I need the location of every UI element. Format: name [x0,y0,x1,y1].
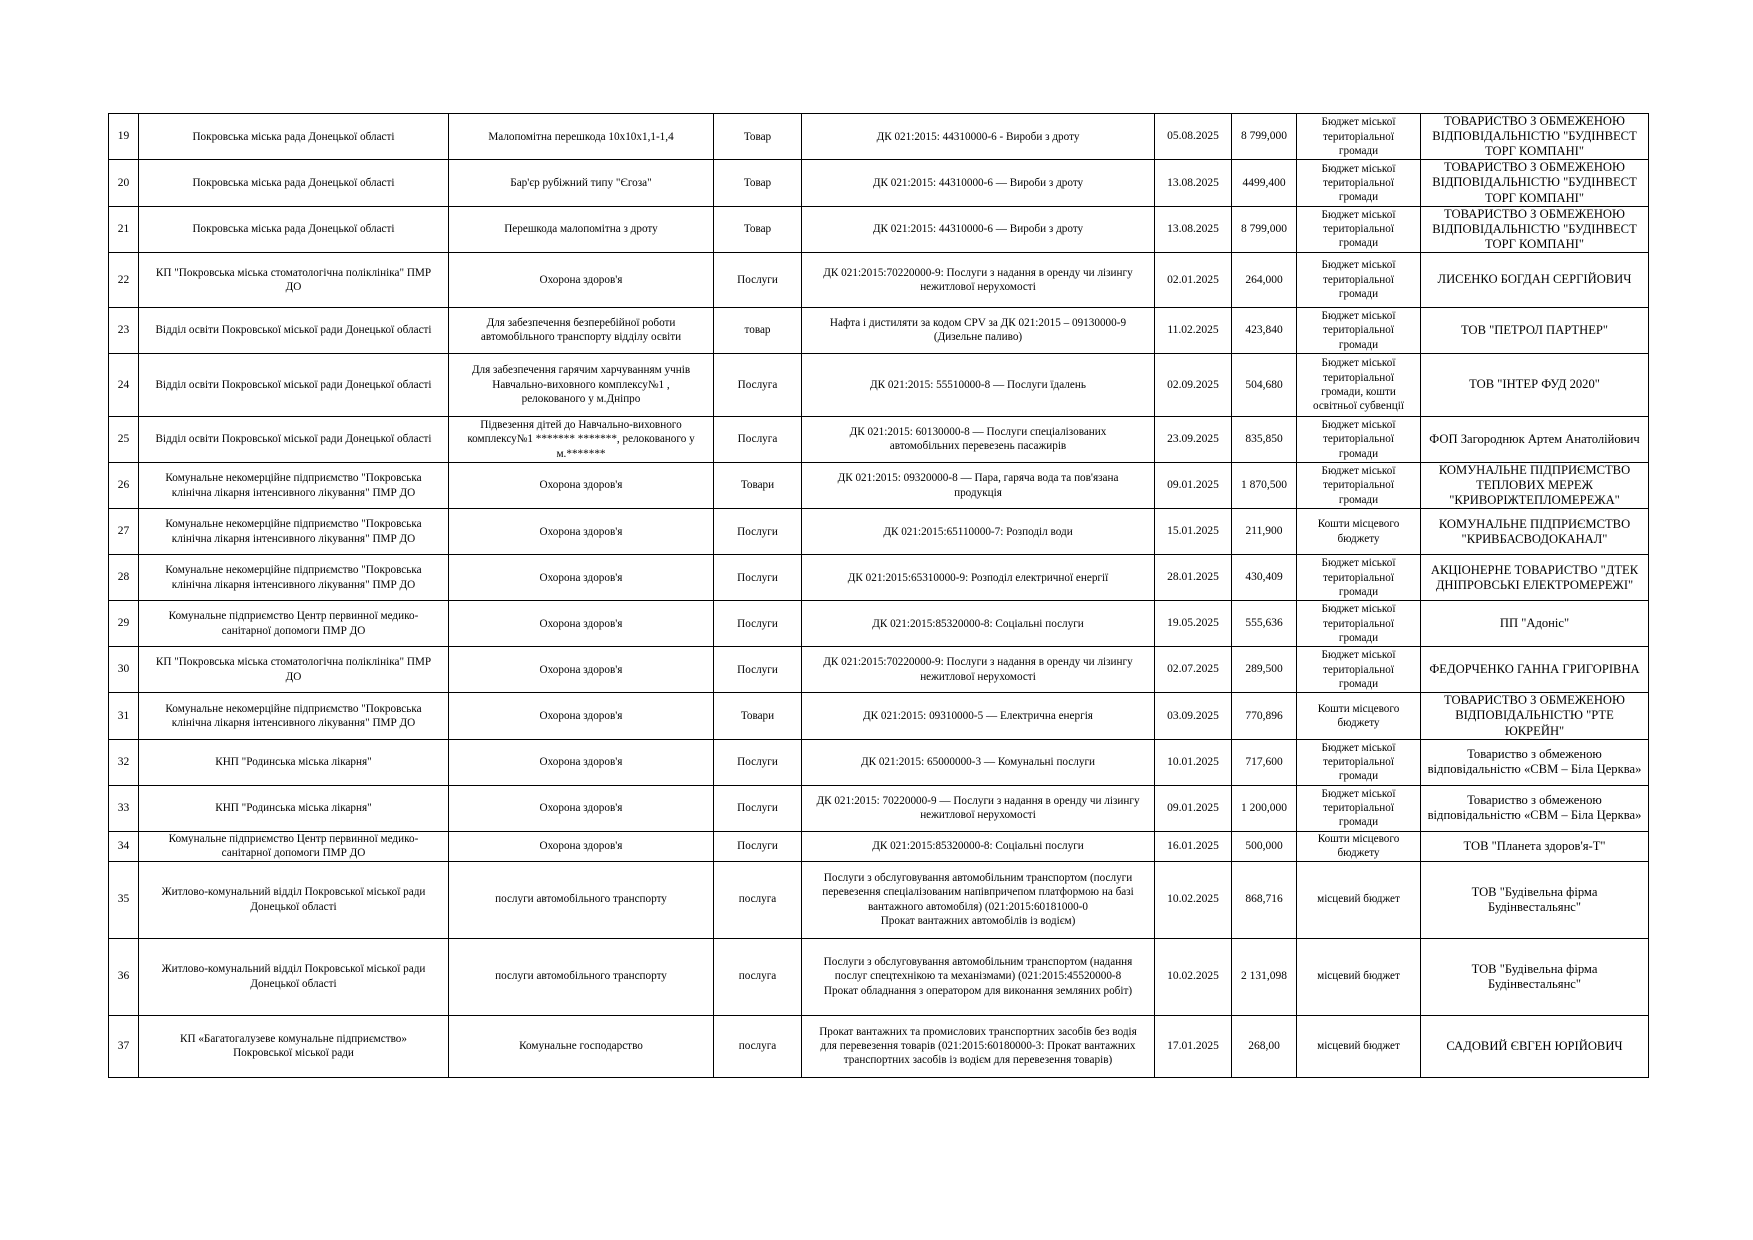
subject-cell: Охорона здоров'я [449,509,714,555]
date-cell: 03.09.2025 [1155,693,1232,739]
row-number: 37 [109,1015,139,1077]
subject-cell: Охорона здоров'я [449,739,714,785]
row-number: 35 [109,861,139,938]
cpv-code-cell: ДК 021:2015:85320000-8: Соціальні послуги [802,831,1155,861]
table-row [109,462,1649,508]
procurement-type-cell: Товари [714,693,802,739]
winner-cell: ТОВАРИСТВО З ОБМЕЖЕНОЮ ВІДПОВІДАЛЬНІСТЮ "РТЕ ЮКРЕЙН" [1421,693,1649,739]
procurement-type-cell: Послуги [714,831,802,861]
cpv-code-cell: ДК 021:2015: 44310000-6 — Вироби з дроту [802,206,1155,252]
customer-cell: Відділ освіти Покровської міської ради Донецької області [139,307,449,353]
cpv-code-cell: ДК 021:2015: 70220000-9 — Послуги з надання в оренду чи лізингу нежитлової нерухомості [802,785,1155,831]
date-cell: 23.09.2025 [1155,416,1232,462]
date-cell: 13.08.2025 [1155,206,1232,252]
amount-cell: 1 200,000 [1232,785,1297,831]
cpv-code-cell: ДК 021:2015:70220000-9: Послуги з надання в оренду чи лізингу нежитлової нерухомості [802,647,1155,693]
winner-cell: ТОВ "Будівельна фірма Будінвестальянс" [1421,938,1649,1015]
date-cell: 10.01.2025 [1155,739,1232,785]
procurement-type-cell: Послуги [714,785,802,831]
cpv-code-cell: Прокат вантажних та промислових транспортних засобів без водія для перевезення товарів (021:2015:60180000-3: Прокат вантажних транспортних засобів із водієм для перевезення товарів) [802,1015,1155,1077]
date-cell: 10.02.2025 [1155,861,1232,938]
amount-cell: 504,680 [1232,353,1297,416]
procurement-type-cell: Послуги [714,555,802,601]
row-number: 33 [109,785,139,831]
date-cell: 02.09.2025 [1155,353,1232,416]
subject-cell: Охорона здоров'я [449,693,714,739]
amount-cell: 770,896 [1232,693,1297,739]
row-number: 22 [109,252,139,307]
winner-cell: Товариство з обмеженою відповідальністю «СВМ – Біла Церква» [1421,739,1649,785]
subject-cell: послуги автомобільного транспорту [449,938,714,1015]
cpv-code-cell: ДК 021:2015: 60130000-8 — Послуги спеціалізованих автомобільних перевезень пасажирів [802,416,1155,462]
cpv-code-cell: ДК 021:2015: 44310000-6 — Вироби з дроту [802,160,1155,206]
amount-cell: 835,850 [1232,416,1297,462]
date-cell: 11.02.2025 [1155,307,1232,353]
winner-cell: ТОВ "Планета здоров'я-Т" [1421,831,1649,861]
amount-cell: 500,000 [1232,831,1297,861]
amount-cell: 1 870,500 [1232,462,1297,508]
table-row [109,785,1649,831]
row-number: 36 [109,938,139,1015]
amount-cell: 289,500 [1232,647,1297,693]
row-number: 30 [109,647,139,693]
row-number: 29 [109,601,139,647]
amount-cell: 555,636 [1232,601,1297,647]
procurement-type-cell: Товар [714,160,802,206]
row-number: 31 [109,693,139,739]
table-row [109,160,1649,206]
cpv-code-cell: Послуги з обслуговування автомобільним транспортом (надання послуг спецтехнікою та механізмами) (021:2015:45520000-8 Прокат обладнання з оператором для виконання земляних робіт) [802,938,1155,1015]
date-cell: 09.01.2025 [1155,785,1232,831]
table-row [109,206,1649,252]
subject-cell: Комунальне господарство [449,1015,714,1077]
procurement-type-cell: Послуги [714,509,802,555]
subject-cell: Охорона здоров'я [449,252,714,307]
customer-cell: Відділ освіти Покровської міської ради Донецької області [139,353,449,416]
winner-cell: ЛИСЕНКО БОГДАН СЕРГІЙОВИЧ [1421,252,1649,307]
procurement-type-cell: послуга [714,861,802,938]
funding-source-cell: Бюджет міської територіальної громади, кошти освітньої субвенції [1297,353,1421,416]
funding-source-cell: Кошти місцевого бюджету [1297,693,1421,739]
cpv-code-cell: ДК 021:2015: 55510000-8 — Послуги їдалень [802,353,1155,416]
winner-cell: САДОВИЙ ЄВГЕН ЮРІЙОВИЧ [1421,1015,1649,1077]
row-number: 27 [109,509,139,555]
winner-cell: ТОВАРИСТВО З ОБМЕЖЕНОЮ ВІДПОВІДАЛЬНІСТЮ "БУДІНВЕСТ ТОРГ КОМПАНІ" [1421,160,1649,206]
table-row [109,938,1649,1015]
subject-cell: Охорона здоров'я [449,462,714,508]
procurement-type-cell: Послуги [714,739,802,785]
row-number: 32 [109,739,139,785]
amount-cell: 264,000 [1232,252,1297,307]
cpv-code-cell: ДК 021:2015: 44310000-6 - Вироби з дроту [802,114,1155,160]
procurement-type-cell: Товар [714,114,802,160]
funding-source-cell: Бюджет міської територіальної громади [1297,739,1421,785]
funding-source-cell: Бюджет міської територіальної громади [1297,206,1421,252]
winner-cell: ТОВ "ІНТЕР ФУД 2020" [1421,353,1649,416]
funding-source-cell: Бюджет міської територіальної громади [1297,555,1421,601]
customer-cell: Комунальне некомерційне підприємство "Покровська клінічна лікарня інтенсивного лікування" ПМР ДО [139,462,449,508]
date-cell: 15.01.2025 [1155,509,1232,555]
funding-source-cell: Бюджет міської територіальної громади [1297,647,1421,693]
row-number: 19 [109,114,139,160]
funding-source-cell: Кошти місцевого бюджету [1297,509,1421,555]
amount-cell: 868,716 [1232,861,1297,938]
winner-cell: КОМУНАЛЬНЕ ПІДПРИЄМСТВО ТЕПЛОВИХ МЕРЕЖ "КРИВОРІЖТЕПЛОМЕРЕЖА" [1421,462,1649,508]
funding-source-cell: місцевий бюджет [1297,1015,1421,1077]
amount-cell: 211,900 [1232,509,1297,555]
subject-cell: послуги автомобільного транспорту [449,861,714,938]
subject-cell: Охорона здоров'я [449,601,714,647]
customer-cell: КП "Покровська міська стоматологічна поліклініка" ПМР ДО [139,252,449,307]
procurement-type-cell: Послуга [714,353,802,416]
amount-cell: 2 131,098 [1232,938,1297,1015]
cpv-code-cell: ДК 021:2015:70220000-9: Послуги з надання в оренду чи лізингу нежитлової нерухомості [802,252,1155,307]
procurement-type-cell: Товар [714,206,802,252]
funding-source-cell: Бюджет міської територіальної громади [1297,601,1421,647]
table-row [109,353,1649,416]
cpv-code-cell: Послуги з обслуговування автомобільним транспортом (послуги перевезення спеціалізованим напівпричепом платформою на базі вантажного автомобіля) (021:2015:60181000-0 Прокат вантажних автомобілів із водієм) [802,861,1155,938]
funding-source-cell: Кошти місцевого бюджету [1297,831,1421,861]
table-row [109,601,1649,647]
funding-source-cell: Бюджет міської територіальної громади [1297,114,1421,160]
amount-cell: 423,840 [1232,307,1297,353]
date-cell: 09.01.2025 [1155,462,1232,508]
table-row [109,861,1649,938]
funding-source-cell: місцевий бюджет [1297,861,1421,938]
table-row [109,416,1649,462]
cpv-code-cell: ДК 021:2015:85320000-8: Соціальні послуги [802,601,1155,647]
row-number: 25 [109,416,139,462]
table-row [109,693,1649,739]
table-row [109,647,1649,693]
cpv-code-cell: ДК 021:2015: 09320000-8 — Пара, гаряча вода та пов'язана продукція [802,462,1155,508]
procurement-type-cell: товар [714,307,802,353]
table-row [109,1015,1649,1077]
customer-cell: КП «Багатогалузеве комунальне підприємство» Покровської міської ради [139,1015,449,1077]
row-number: 23 [109,307,139,353]
row-number: 34 [109,831,139,861]
procurement-type-cell: Послуга [714,416,802,462]
date-cell: 13.08.2025 [1155,160,1232,206]
date-cell: 10.02.2025 [1155,938,1232,1015]
funding-source-cell: Бюджет міської територіальної громади [1297,160,1421,206]
table-body [109,114,1649,1078]
customer-cell: Комунальне підприємство Центр первинної медико- санітарної допомоги ПМР ДО [139,601,449,647]
customer-cell: Комунальне некомерційне підприємство "Покровська клінічна лікарня інтенсивного лікування" ПМР ДО [139,693,449,739]
procurement-type-cell: Послуги [714,601,802,647]
subject-cell: Охорона здоров'я [449,831,714,861]
cpv-code-cell: ДК 021:2015: 09310000-5 — Електрична енергія [802,693,1155,739]
table-row [109,509,1649,555]
winner-cell: ПП "Адоніс" [1421,601,1649,647]
procurement-table [108,113,1649,1078]
date-cell: 28.01.2025 [1155,555,1232,601]
table-row [109,114,1649,160]
funding-source-cell: місцевий бюджет [1297,938,1421,1015]
procurement-type-cell: Послуги [714,647,802,693]
funding-source-cell: Бюджет міської територіальної громади [1297,252,1421,307]
procurement-type-cell: Послуги [714,252,802,307]
date-cell: 17.01.2025 [1155,1015,1232,1077]
row-number: 21 [109,206,139,252]
amount-cell: 4499,400 [1232,160,1297,206]
subject-cell: Підвезення дітей до Навчально-виховного комплексу№1 ******* *******, релокованого у м.******* [449,416,714,462]
customer-cell: Комунальне некомерційне підприємство "Покровська клінічна лікарня інтенсивного лікування" ПМР ДО [139,555,449,601]
cpv-code-cell: Нафта і дистиляти за кодом CPV за ДК 021:2015 – 09130000-9 (Дизельне паливо) [802,307,1155,353]
customer-cell: Відділ освіти Покровської міської ради Донецької області [139,416,449,462]
amount-cell: 268,00 [1232,1015,1297,1077]
row-number: 24 [109,353,139,416]
table-row [109,831,1649,861]
customer-cell: Комунальне підприємство Центр первинної медико- санітарної допомоги ПМР ДО [139,831,449,861]
subject-cell: Малопомітна перешкода 10х10х1,1-1,4 [449,114,714,160]
row-number: 26 [109,462,139,508]
subject-cell: Охорона здоров'я [449,647,714,693]
winner-cell: ТОВ "ПЕТРОЛ ПАРТНЕР" [1421,307,1649,353]
winner-cell: Товариство з обмеженою відповідальністю «СВМ – Біла Церква» [1421,785,1649,831]
table-row [109,739,1649,785]
amount-cell: 717,600 [1232,739,1297,785]
subject-cell: Перешкода малопомітна з дроту [449,206,714,252]
funding-source-cell: Бюджет міської територіальної громади [1297,307,1421,353]
winner-cell: КОМУНАЛЬНЕ ПІДПРИЄМСТВО "КРИВБАСВОДОКАНАЛ" [1421,509,1649,555]
amount-cell: 8 799,000 [1232,114,1297,160]
cpv-code-cell: ДК 021:2015: 65000000-3 — Комунальні послуги [802,739,1155,785]
date-cell: 02.01.2025 [1155,252,1232,307]
date-cell: 19.05.2025 [1155,601,1232,647]
procurement-type-cell: послуга [714,1015,802,1077]
customer-cell: Житлово-комунальний відділ Покровської міської ради Донецької області [139,861,449,938]
table-row [109,307,1649,353]
row-number: 28 [109,555,139,601]
winner-cell: ТОВ "Будівельна фірма Будінвестальянс" [1421,861,1649,938]
amount-cell: 430,409 [1232,555,1297,601]
winner-cell: АКЦІОНЕРНЕ ТОВАРИСТВО "ДТЕК ДНІПРОВСЬКІ ЕЛЕКТРОМЕРЕЖІ" [1421,555,1649,601]
customer-cell: КП "Покровська міська стоматологічна поліклініка" ПМР ДО [139,647,449,693]
funding-source-cell: Бюджет міської територіальної громади [1297,416,1421,462]
customer-cell: Покровська міська рада Донецької області [139,114,449,160]
table-row [109,555,1649,601]
customer-cell: Комунальне некомерційне підприємство "Покровська клінічна лікарня інтенсивного лікування" ПМР ДО [139,509,449,555]
date-cell: 02.07.2025 [1155,647,1232,693]
date-cell: 16.01.2025 [1155,831,1232,861]
customer-cell: Житлово-комунальний відділ Покровської міської ради Донецької області [139,938,449,1015]
procurement-type-cell: послуга [714,938,802,1015]
winner-cell: ТОВАРИСТВО З ОБМЕЖЕНОЮ ВІДПОВІДАЛЬНІСТЮ "БУДІНВЕСТ ТОРГ КОМПАНІ" [1421,114,1649,160]
procurement-type-cell: Товари [714,462,802,508]
funding-source-cell: Бюджет міської територіальної громади [1297,462,1421,508]
table-row [109,252,1649,307]
customer-cell: Покровська міська рада Донецької області [139,160,449,206]
winner-cell: ФЕДОРЧЕНКО ГАННА ГРИГОРІВНА [1421,647,1649,693]
cpv-code-cell: ДК 021:2015:65310000-9: Розподіл електричної енергії [802,555,1155,601]
customer-cell: КНП "Родинська міська лікарня" [139,739,449,785]
subject-cell: Охорона здоров'я [449,555,714,601]
subject-cell: Для забезпечення гарячим харчуванням учнів Навчально-виховного комплексу№1 , релокованого у м.Дніпро [449,353,714,416]
winner-cell: ФОП Загороднюк Артем Анатолійович [1421,416,1649,462]
customer-cell: КНП "Родинська міська лікарня" [139,785,449,831]
amount-cell: 8 799,000 [1232,206,1297,252]
row-number: 20 [109,160,139,206]
subject-cell: Охорона здоров'я [449,785,714,831]
date-cell: 05.08.2025 [1155,114,1232,160]
winner-cell: ТОВАРИСТВО З ОБМЕЖЕНОЮ ВІДПОВІДАЛЬНІСТЮ "БУДІНВЕСТ ТОРГ КОМПАНІ" [1421,206,1649,252]
cpv-code-cell: ДК 021:2015:65110000-7: Розподіл води [802,509,1155,555]
funding-source-cell: Бюджет міської територіальної громади [1297,785,1421,831]
subject-cell: Бар'єр рубіжний типу "Єгоза" [449,160,714,206]
subject-cell: Для забезпечення безперебійної роботи автомобільного транспорту відділу освіти [449,307,714,353]
customer-cell: Покровська міська рада Донецької області [139,206,449,252]
